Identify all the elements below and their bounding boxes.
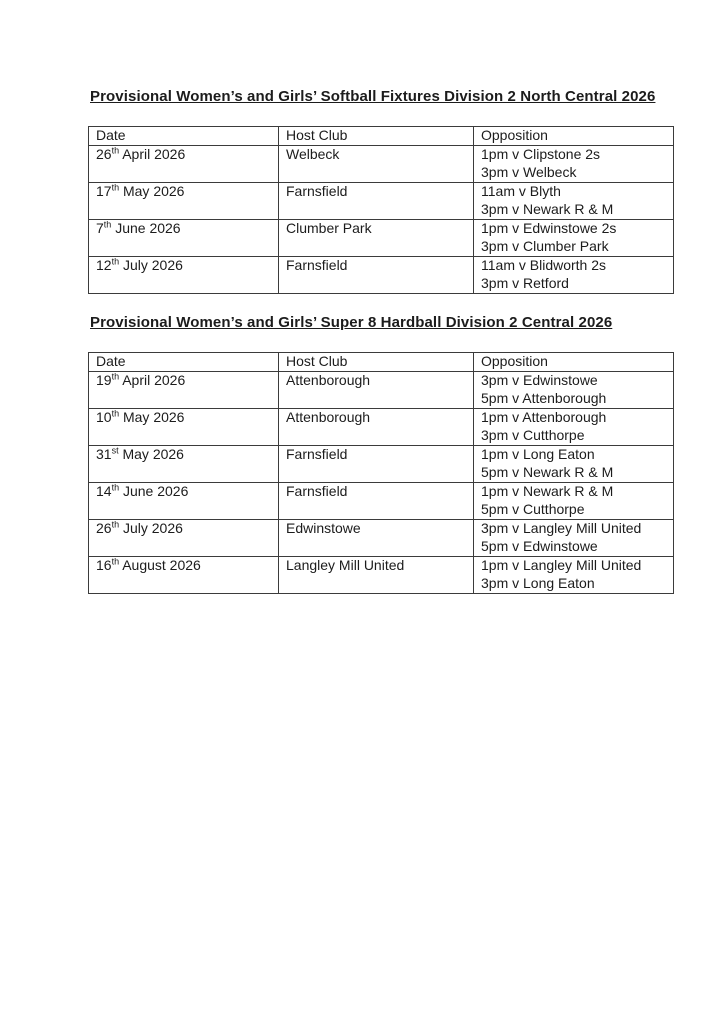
date-rest: June 2026 [111,220,181,236]
table-row [89,520,674,557]
date-cell [89,557,279,594]
date-day: 19 [96,372,112,388]
fixture-line-2: 5pm v Edwinstowe [481,537,598,554]
date-rest: April 2026 [119,146,186,162]
hardball-section-title: Provisional Women’s and Girls’ Super 8 Hardball Division 2 Central 2026 [90,314,613,331]
date-day: 10 [96,409,112,425]
date-day: 7 [96,220,104,236]
date-rest: August 2026 [119,557,201,573]
fixture-line-2: 3pm v Cutthorpe [481,426,585,443]
date-cell [89,409,279,446]
opposition-cell [474,409,674,446]
host-club-cell: Farnsfield [279,483,474,520]
table-row [89,183,674,220]
fixture-line-1: 1pm v Newark R & M [481,483,614,499]
date-rest: May 2026 [119,183,185,199]
fixture-line-2: 5pm v Newark R & M [481,463,614,480]
column-header-date: Date [89,127,279,146]
date-day: 17 [96,183,112,199]
date-ordinal: th [111,256,120,267]
opposition-cell [474,372,674,409]
fixture-line-1: 3pm v Edwinstowe [481,372,598,388]
fixture-line-2: 5pm v Cutthorpe [481,500,585,517]
host-club-cell: Langley Mill United [279,557,474,594]
fixture-line-1: 11am v Blyth [481,183,561,199]
opposition-cell [474,557,674,594]
date-ordinal: th [111,182,120,193]
date-rest: June 2026 [119,483,189,499]
fixture-line-1: 1pm v Clipstone 2s [481,146,601,162]
date-cell [89,146,279,183]
date-ordinal: th [111,371,120,382]
date-rest: April 2026 [119,372,186,388]
date-cell [89,483,279,520]
fixture-line-2: 3pm v Welbeck [481,163,577,180]
table-row [89,446,674,483]
section-hardball-fixtures [88,314,673,594]
table-row [89,483,674,520]
opposition-cell [474,483,674,520]
date-rest: May 2026 [119,409,185,425]
fixture-line-1: 1pm v Langley Mill United [481,557,642,573]
table-row [89,220,674,257]
host-club-cell: Edwinstowe [279,520,474,557]
fixture-line-2: 3pm v Newark R & M [481,200,614,217]
date-cell [89,520,279,557]
column-header-host-club: Host Club [279,353,474,372]
fixture-line-2: 3pm v Long Eaton [481,574,595,591]
date-cell [89,183,279,220]
date-ordinal: th [111,519,120,530]
date-ordinal: th [103,219,112,230]
table-header-row [89,127,674,146]
column-header-date: Date [89,353,279,372]
column-header-opposition: Opposition [474,127,674,146]
date-cell [89,372,279,409]
document-content [88,88,673,594]
date-day: 16 [96,557,112,573]
fixture-line-1: 11am v Blidworth 2s [481,257,607,273]
date-day: 14 [96,483,112,499]
table-row [89,409,674,446]
opposition-cell [474,520,674,557]
date-day: 12 [96,257,112,273]
opposition-cell [474,446,674,483]
host-club-cell: Welbeck [279,146,474,183]
date-day: 26 [96,146,112,162]
fixture-line-2: 3pm v Clumber Park [481,237,609,254]
date-ordinal: th [111,556,120,567]
hardball-fixtures-table [88,352,674,594]
date-ordinal: st [111,445,119,456]
host-club-cell: Farnsfield [279,257,474,294]
host-club-cell: Farnsfield [279,183,474,220]
table-row [89,146,674,183]
fixture-line-2: 5pm v Attenborough [481,389,607,406]
table-row [89,557,674,594]
date-rest: May 2026 [118,446,184,462]
opposition-cell [474,146,674,183]
date-ordinal: th [111,145,120,156]
date-ordinal: th [111,408,120,419]
fixture-line-1: 1pm v Long Eaton [481,446,595,462]
opposition-cell [474,257,674,294]
column-header-host-club: Host Club [279,127,474,146]
date-rest: July 2026 [119,520,183,536]
host-club-cell: Attenborough [279,409,474,446]
date-day: 26 [96,520,112,536]
date-day: 31 [96,446,112,462]
host-club-cell: Clumber Park [279,220,474,257]
softball-section-title: Provisional Women’s and Girls’ Softball Fixtures Division 2 North Central 2026 [90,88,656,105]
fixture-line-1: 1pm v Attenborough [481,409,607,425]
table-header-row [89,353,674,372]
host-club-cell: Attenborough [279,372,474,409]
softball-fixtures-table [88,126,674,294]
opposition-cell [474,183,674,220]
fixture-line-1: 1pm v Edwinstowe 2s [481,220,617,236]
date-cell [89,220,279,257]
date-ordinal: th [111,482,120,493]
fixture-line-1: 3pm v Langley Mill United [481,520,642,536]
column-header-opposition: Opposition [474,353,674,372]
date-cell [89,257,279,294]
table-row [89,257,674,294]
section-softball-fixtures [88,88,673,294]
opposition-cell [474,220,674,257]
fixture-line-2: 3pm v Retford [481,274,569,291]
date-rest: July 2026 [119,257,183,273]
host-club-cell: Farnsfield [279,446,474,483]
date-cell [89,446,279,483]
table-row [89,372,674,409]
